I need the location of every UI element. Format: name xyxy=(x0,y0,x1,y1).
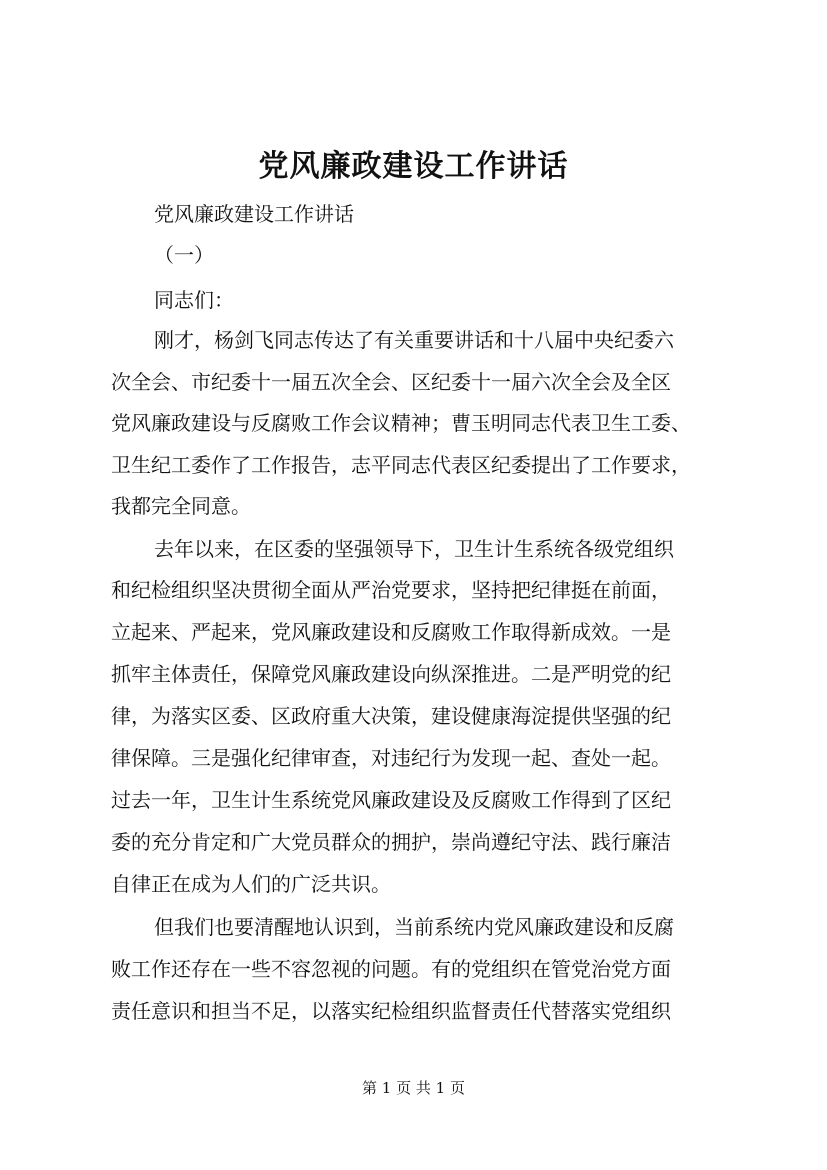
document-title: 党风廉政建设工作讲话 xyxy=(258,149,569,184)
section-mark: （一） xyxy=(154,243,214,267)
paragraph-line: 委的充分肯定和广大党员群众的拥护，崇尚遵纪守法、践行廉洁 xyxy=(111,830,671,854)
paragraph-line: 次全会、市纪委十一届五次全会、区纪委十一届六次全会及全区 xyxy=(111,370,671,394)
paragraph-line: 律，为落实区委、区政府重大决策，建设健康海淀提供坚强的纪 xyxy=(111,704,671,728)
paragraph-line: 去年以来，在区委的坚强领导下，卫生计生系统各级党组织 xyxy=(154,537,674,561)
paragraph-line: 过去一年，卫生计生系统党风廉政建设及反腐败工作得到了区纪 xyxy=(111,788,671,812)
paragraph-line: 责任意识和担当不足，以落实纪检组织监督责任代替落实党组织 xyxy=(111,999,671,1023)
paragraph-line: 立起来、严起来，党风廉政建设和反腐败工作取得新成效。一是 xyxy=(111,620,671,644)
paragraph-line: 和纪检组织坚决贯彻全面从严治党要求，坚持把纪律挺在前面， xyxy=(111,578,671,602)
paragraph-line: 败工作还存在一些不容忽视的问题。有的党组织在管党治党方面 xyxy=(111,957,671,981)
paragraph-line: 律保障。三是强化纪律审查，对违纪行为发现一起、查处一起。 xyxy=(111,746,671,770)
paragraph-line: 抓牢主体责任，保障党风廉政建设向纵深推进。二是严明党的纪 xyxy=(111,662,671,686)
paragraph-line: 但我们也要清醒地认识到，当前系统内党风廉政建设和反腐 xyxy=(154,915,674,939)
paragraph-line: 自律正在成为人们的广泛共识。 xyxy=(111,872,391,896)
page-number-footer: 第 1 页 共 1 页 xyxy=(362,1079,465,1097)
paragraph-line: 党风廉政建设与反腐败工作会议精神；曹玉明同志代表卫生工委、 xyxy=(111,411,691,435)
salutation: 同志们： xyxy=(154,288,234,312)
document-subtitle: 党风廉政建设工作讲话 xyxy=(154,202,354,226)
paragraph-line: 刚才，杨剑飞同志传达了有关重要讲话和十八届中央纪委六 xyxy=(154,328,674,352)
paragraph-line: 卫生纪工委作了工作报告，志平同志代表区纪委提出了工作要求， xyxy=(111,453,691,477)
paragraph-line: 我都完全同意。 xyxy=(111,494,251,518)
